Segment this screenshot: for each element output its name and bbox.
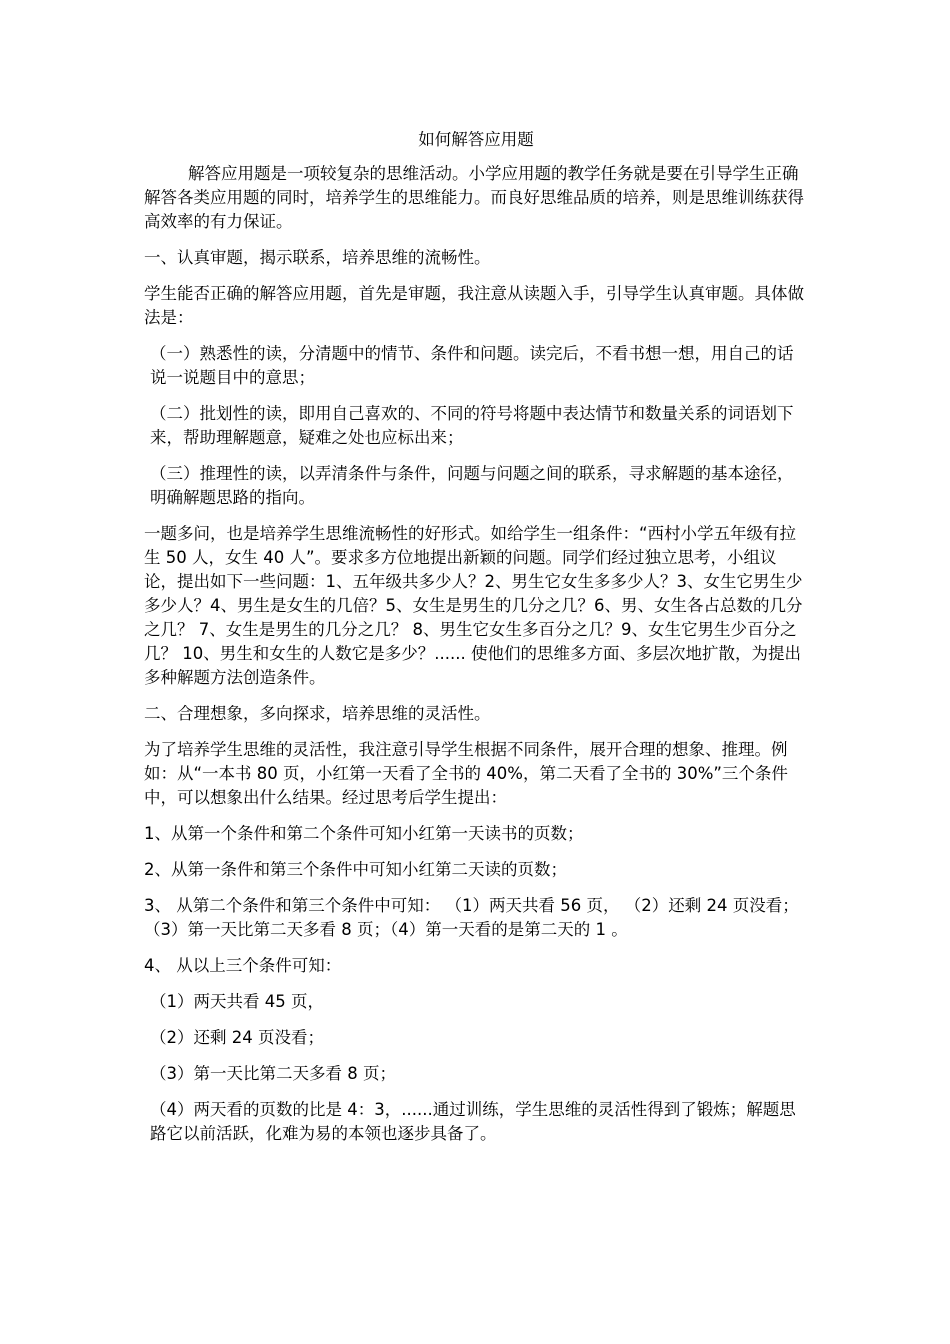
document-title: 如何解答应用题 [418,130,534,149]
list-item: （一）熟悉性的读，分清题中的情节、条件和问题。读完后，不看书想一想，用自己的话说一说题目中的意思； [150,344,794,387]
intro-paragraph: 解答应用题是一项较复杂的思维活动。小学应用题的教学任务就是要在引导学生正确解答各类应用题的同时，培养学生的思维能力。而良好思维品质的培养，则是思维训练获得高效率的有力保证。 [144,164,804,231]
paragraph: 学生能否正确的解答应用题，首先是审题，我注意从读题入手，引导学生认真审题。具体做法是： [144,284,804,327]
sub-list-item: （1）两天共看 45 页， [150,992,324,1011]
document-body [144,128,808,1158]
section-heading-1: 一、认真审题，揭示联系，培养思维的流畅性。 [144,248,491,267]
list-item: （二）批划性的读，即用自己喜欢的、不同的符号将题中表达情节和数量关系的词语划下来，帮助理解题意，疑难之处也应标出来； [150,404,794,447]
list-item: 3、 从第二个条件和第三个条件中可知： （1）两天共看 56 页， （2）还剩 24 页没看；（3）第一天比第二天多看 8 页；（4）第一天看的是第二天的 1 。 [144,896,799,939]
list-item: 1、从第一个条件和第二个条件可知小红第一天读书的页数； [144,824,584,843]
sub-list-item: （4）两天看的页数的比是 4：3，......通过训练，学生思维的灵活性得到了锻炼；解题思路它以前活跃，化难为易的本领也逐步具备了。 [150,1100,796,1143]
section-heading-2: 二、合理想象，多向探求，培养思维的灵活性。 [144,704,491,723]
paragraph: 一题多问，也是培养学生思维流畅性的好形式。如给学生一组条件：“西村小学五年级有拉生 50 人，女生 40 人”。要求多方位地提出新颖的问题。同学们经过独立思考，小组议论，提出如下一些问题：1、五年级共多少人？2、男生它女生多多少人？3、女生它男生少多少人？4、男生是女生的几倍？5、女生是男生的几分之几？6、男、女生各占总数的几分之几？ 7、女生是男生的几分之几？ 8、男生它女生多百分之几？9、女生它男生少百分之几？ 10、男生和女生的人数它是多少？...... 使他们的思维多方面、多层次地扩散，为提出多种解题方法创造条件。 [144,524,803,687]
sub-list-item: （2）还剩 24 页没看； [150,1028,324,1047]
list-item: （三）推理性的读，以弄清条件与条件，问题与问题之间的联系，寻求解题的基本途径，明确解题思路的指向。 [150,464,794,507]
paragraph: 为了培养学生思维的灵活性，我注意引导学生根据不同条件，展开合理的想象、推理。例如：从“一本书 80 页，小红第一天看了全书的 40%，第二天看了全书的 30%”三个条件中，可以想象出什么结果。经过思考后学生提出： [144,740,788,807]
list-item: 2、从第一条件和第三个条件中可知小红第二天读的页数； [144,860,567,879]
sub-list-item: （3）第一天比第二天多看 8 页； [150,1064,396,1083]
list-item: 4、 从以上三个条件可知： [144,956,342,975]
